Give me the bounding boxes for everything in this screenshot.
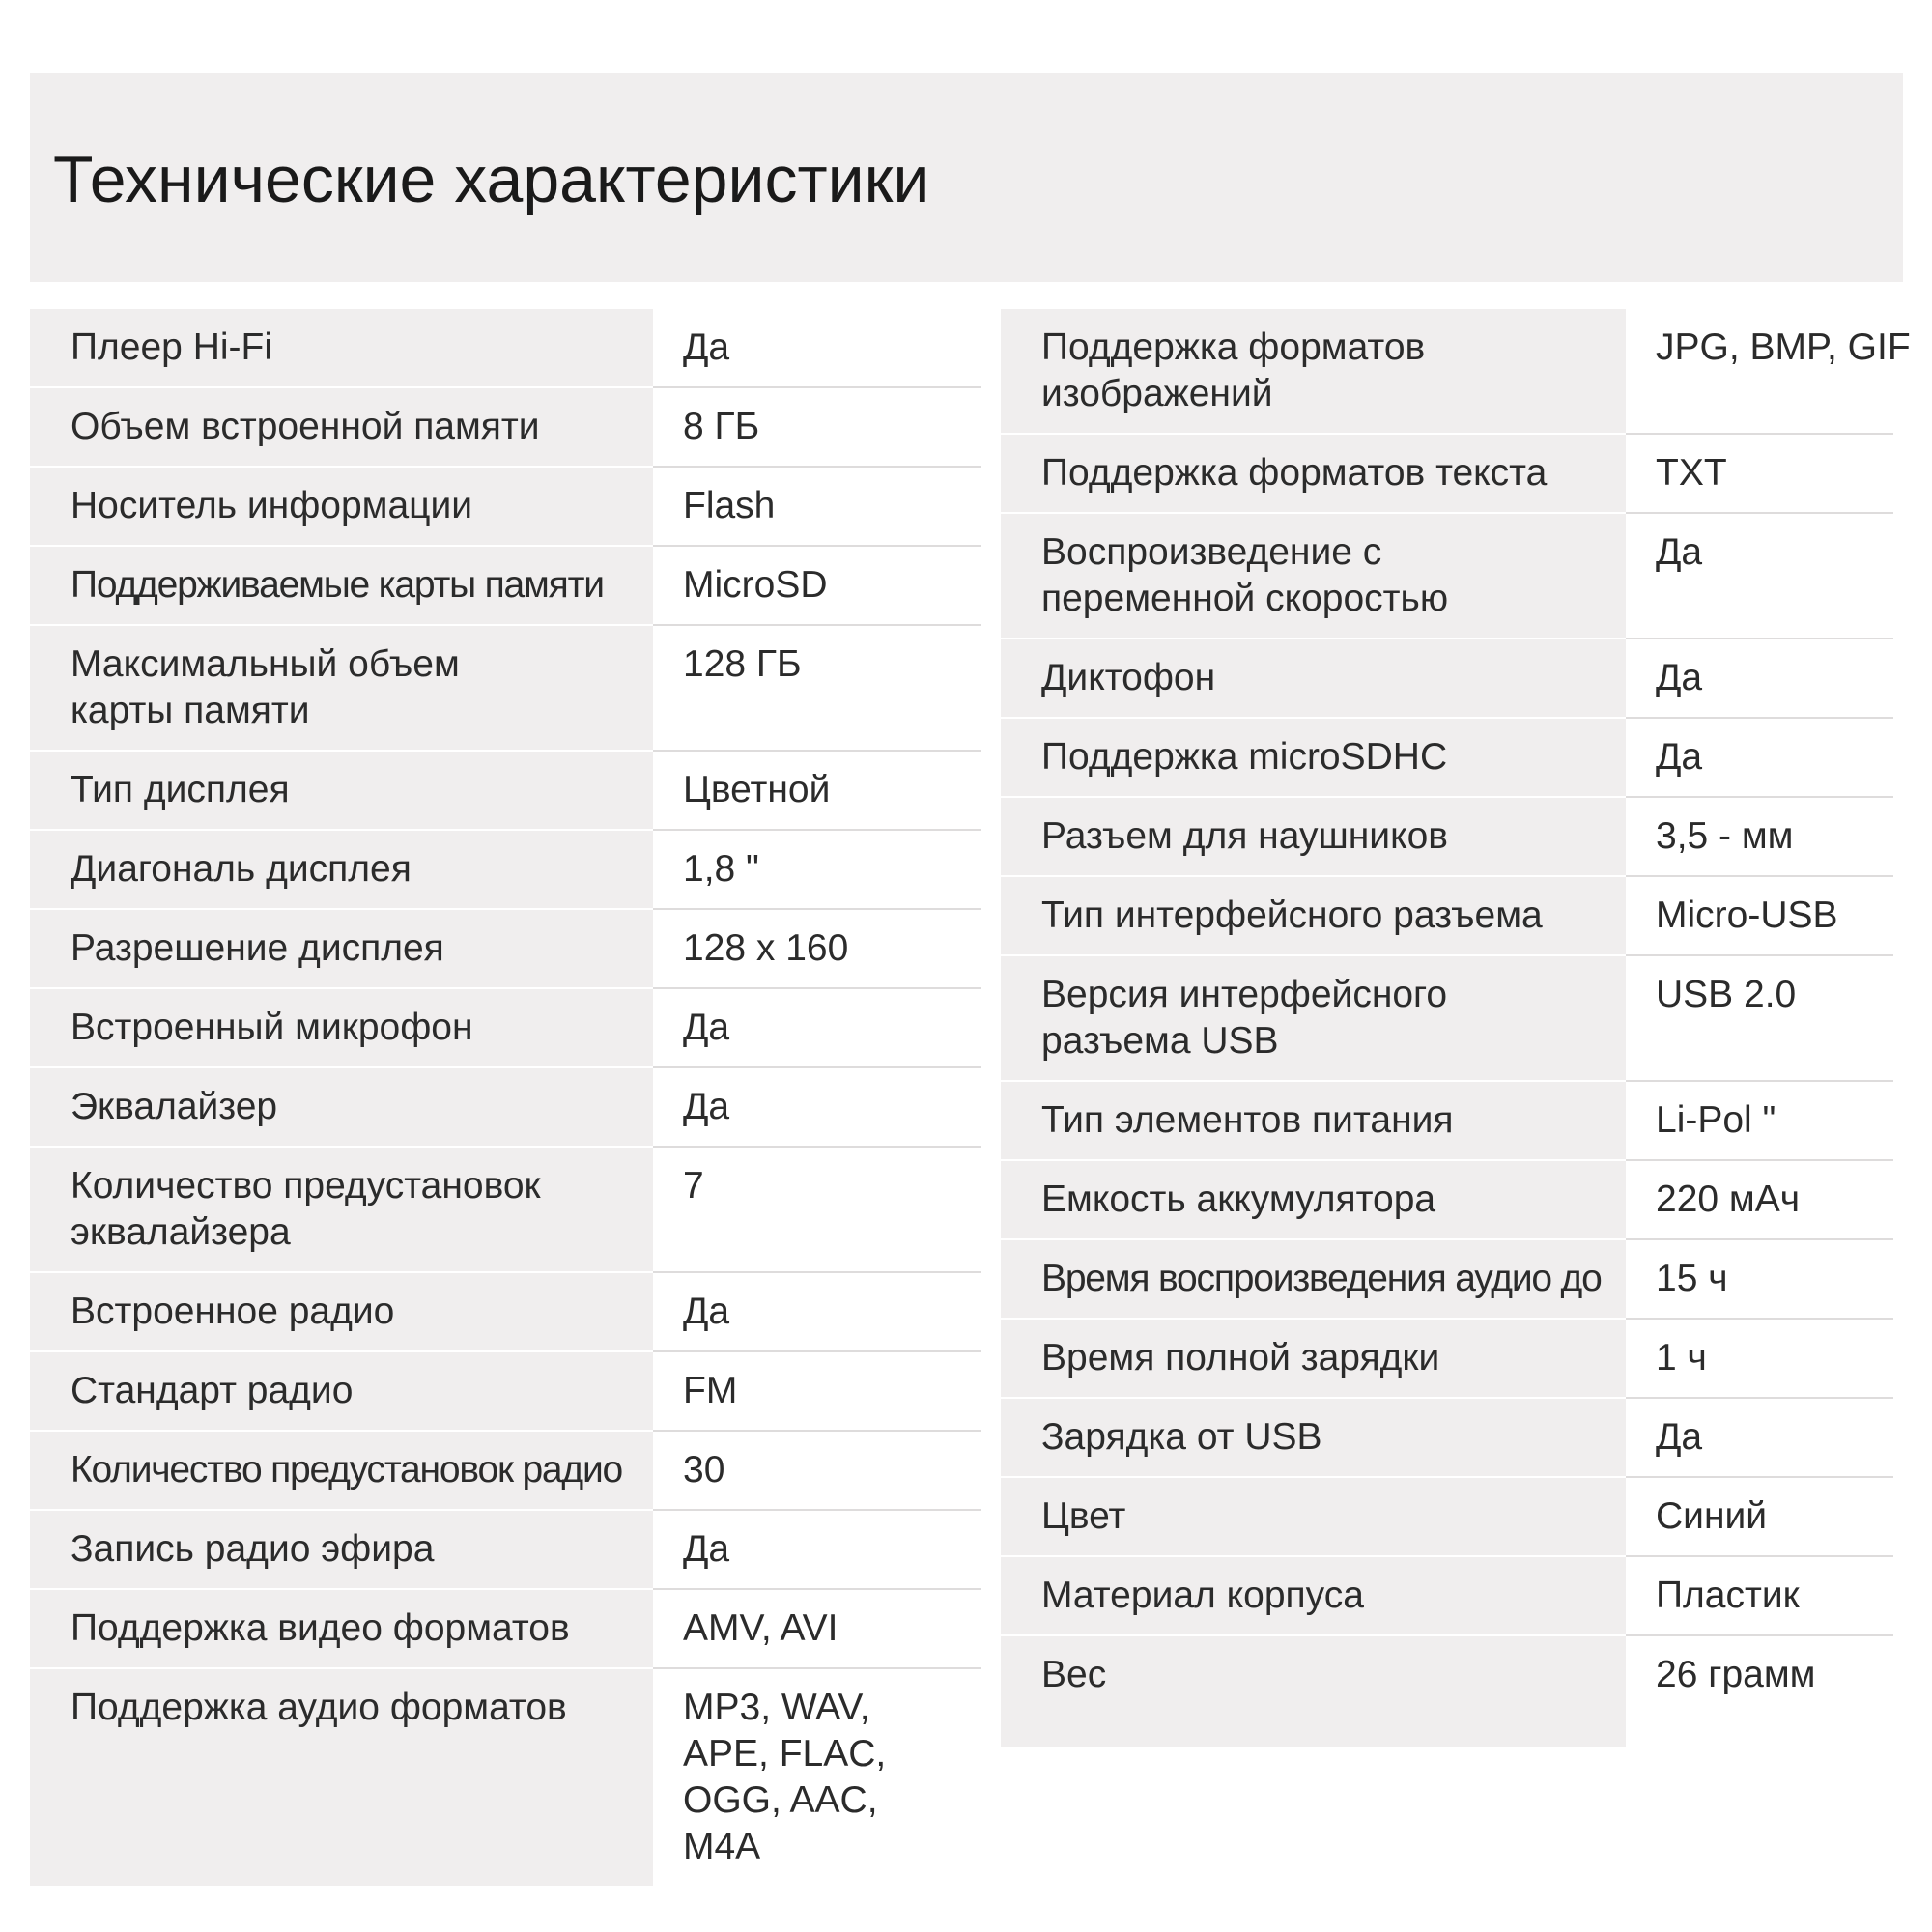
spec-value: Micro-USB bbox=[1626, 876, 1893, 955]
spec-label: Воспроизведение с переменной скоростью bbox=[1001, 513, 1626, 639]
spec-value: 220 мАч bbox=[1626, 1160, 1893, 1239]
spec-value: Да bbox=[1626, 718, 1893, 797]
spec-row bbox=[30, 1067, 981, 1147]
spec-value: Да bbox=[653, 1510, 981, 1589]
spec-value: Пластик bbox=[1626, 1556, 1893, 1635]
spec-label: Количество предустановок радио bbox=[30, 1431, 653, 1510]
spec-row bbox=[1001, 434, 1893, 513]
spec-label: Запись радио эфира bbox=[30, 1510, 653, 1589]
spec-label: Версия интерфейсного разъема USB bbox=[1001, 955, 1626, 1081]
spec-value: Синий bbox=[1626, 1477, 1893, 1556]
spec-row bbox=[1001, 1160, 1893, 1239]
spec-value: Да bbox=[653, 988, 981, 1067]
spec-row bbox=[1001, 309, 1893, 434]
spec-value: 128 x 160 bbox=[653, 909, 981, 988]
spec-value: FM bbox=[653, 1351, 981, 1431]
spec-row bbox=[1001, 1477, 1893, 1556]
spec-row bbox=[30, 625, 981, 751]
spec-value: 7 bbox=[653, 1147, 981, 1272]
spec-row bbox=[30, 1668, 981, 1886]
spec-label: Плеер Hi-Fi bbox=[30, 309, 653, 387]
spec-value: JPG, BMP, GIF bbox=[1626, 309, 1893, 434]
spec-row bbox=[30, 546, 981, 625]
spec-row bbox=[1001, 955, 1893, 1081]
spec-row bbox=[1001, 718, 1893, 797]
spec-label: Тип интерфейсного разъема bbox=[1001, 876, 1626, 955]
spec-label: Поддержка видео форматов bbox=[30, 1589, 653, 1668]
spec-label: Стандарт радио bbox=[30, 1351, 653, 1431]
spec-row bbox=[30, 1589, 981, 1668]
spec-label: Вес bbox=[1001, 1635, 1626, 1747]
spec-value: 30 bbox=[653, 1431, 981, 1510]
spec-value: 128 ГБ bbox=[653, 625, 981, 751]
spec-row bbox=[30, 751, 981, 830]
spec-row bbox=[30, 467, 981, 546]
spec-row bbox=[30, 988, 981, 1067]
spec-row bbox=[30, 387, 981, 467]
spec-label: Носитель информации bbox=[30, 467, 653, 546]
spec-row bbox=[1001, 797, 1893, 876]
spec-label: Поддержка форматов текста bbox=[1001, 434, 1626, 513]
spec-value: 3,5 - мм bbox=[1626, 797, 1893, 876]
spec-row bbox=[1001, 639, 1893, 718]
spec-value: TXT bbox=[1626, 434, 1893, 513]
spec-value: 26 грамм bbox=[1656, 1654, 1816, 1695]
spec-row bbox=[30, 1272, 981, 1351]
spec-row bbox=[30, 1431, 981, 1510]
spec-label: Емкость аккумулятора bbox=[1001, 1160, 1626, 1239]
spec-table-left bbox=[30, 309, 981, 1886]
spec-value: Да bbox=[1626, 513, 1893, 639]
spec-label: Объем встроенной памяти bbox=[30, 387, 653, 467]
spec-label: Поддержка microSDHC bbox=[1001, 718, 1626, 797]
spec-label: Встроенное радио bbox=[30, 1272, 653, 1351]
spec-label: Цвет bbox=[1001, 1477, 1626, 1556]
spec-value: MP3, WAV, APE, FLAC, OGG, AAC, M4A bbox=[683, 1687, 887, 1867]
spec-row bbox=[30, 909, 981, 988]
spec-row bbox=[1001, 1319, 1893, 1398]
spec-label: Диктофон bbox=[1001, 639, 1626, 718]
spec-row bbox=[30, 1510, 981, 1589]
spec-value: 1,8 " bbox=[653, 830, 981, 909]
spec-row bbox=[30, 1147, 981, 1272]
spec-value: MicroSD bbox=[653, 546, 981, 625]
spec-label: Зарядка от USB bbox=[1001, 1398, 1626, 1477]
spec-value: Да bbox=[653, 1272, 981, 1351]
spec-label: Диагональ дисплея bbox=[30, 830, 653, 909]
spec-value: 8 ГБ bbox=[653, 387, 981, 467]
spec-label: Эквалайзер bbox=[30, 1067, 653, 1147]
spec-value: 15 ч bbox=[1626, 1239, 1893, 1319]
spec-table-right bbox=[1001, 309, 1911, 1747]
spec-label: Поддерживаемые карты памяти bbox=[30, 546, 653, 625]
spec-value: USB 2.0 bbox=[1626, 955, 1893, 1081]
spec-label: Время воспроизведения аудио до bbox=[1001, 1239, 1626, 1319]
spec-row bbox=[1001, 1398, 1893, 1477]
spec-value: Li-Pol " bbox=[1626, 1081, 1893, 1160]
spec-value: 1 ч bbox=[1626, 1319, 1893, 1398]
page-title: Технические характеристики bbox=[53, 143, 930, 216]
spec-label: Количество предустановок эквалайзера bbox=[30, 1147, 653, 1272]
spec-value: Да bbox=[1626, 639, 1893, 718]
spec-label: Тип элементов питания bbox=[1001, 1081, 1626, 1160]
spec-label: Время полной зарядки bbox=[1001, 1319, 1626, 1398]
spec-row bbox=[1001, 1556, 1893, 1635]
spec-row bbox=[1001, 513, 1893, 639]
spec-row bbox=[1001, 1239, 1893, 1319]
spec-label: Тип дисплея bbox=[30, 751, 653, 830]
spec-label: Разрешение дисплея bbox=[30, 909, 653, 988]
spec-value: Flash bbox=[653, 467, 981, 546]
spec-label: Поддержка аудио форматов bbox=[30, 1668, 653, 1886]
spec-label: Максимальный объем карты памяти bbox=[30, 625, 653, 751]
spec-row bbox=[30, 830, 981, 909]
spec-label: Разъем для наушников bbox=[1001, 797, 1626, 876]
title-banner bbox=[30, 73, 1903, 282]
spec-row bbox=[30, 309, 981, 387]
spec-row bbox=[1001, 1081, 1893, 1160]
spec-value: Цветной bbox=[653, 751, 981, 830]
spec-row bbox=[1001, 876, 1893, 955]
spec-label: Материал корпуса bbox=[1001, 1556, 1626, 1635]
spec-value: Да bbox=[653, 309, 981, 387]
spec-label: Встроенный микрофон bbox=[30, 988, 653, 1067]
spec-row bbox=[1001, 1635, 1893, 1747]
spec-value: AMV, AVI bbox=[653, 1589, 981, 1668]
spec-label: Поддержка форматов изображений bbox=[1001, 309, 1626, 434]
spec-value: Да bbox=[1626, 1398, 1893, 1477]
spec-value: Да bbox=[653, 1067, 981, 1147]
spec-row bbox=[30, 1351, 981, 1431]
